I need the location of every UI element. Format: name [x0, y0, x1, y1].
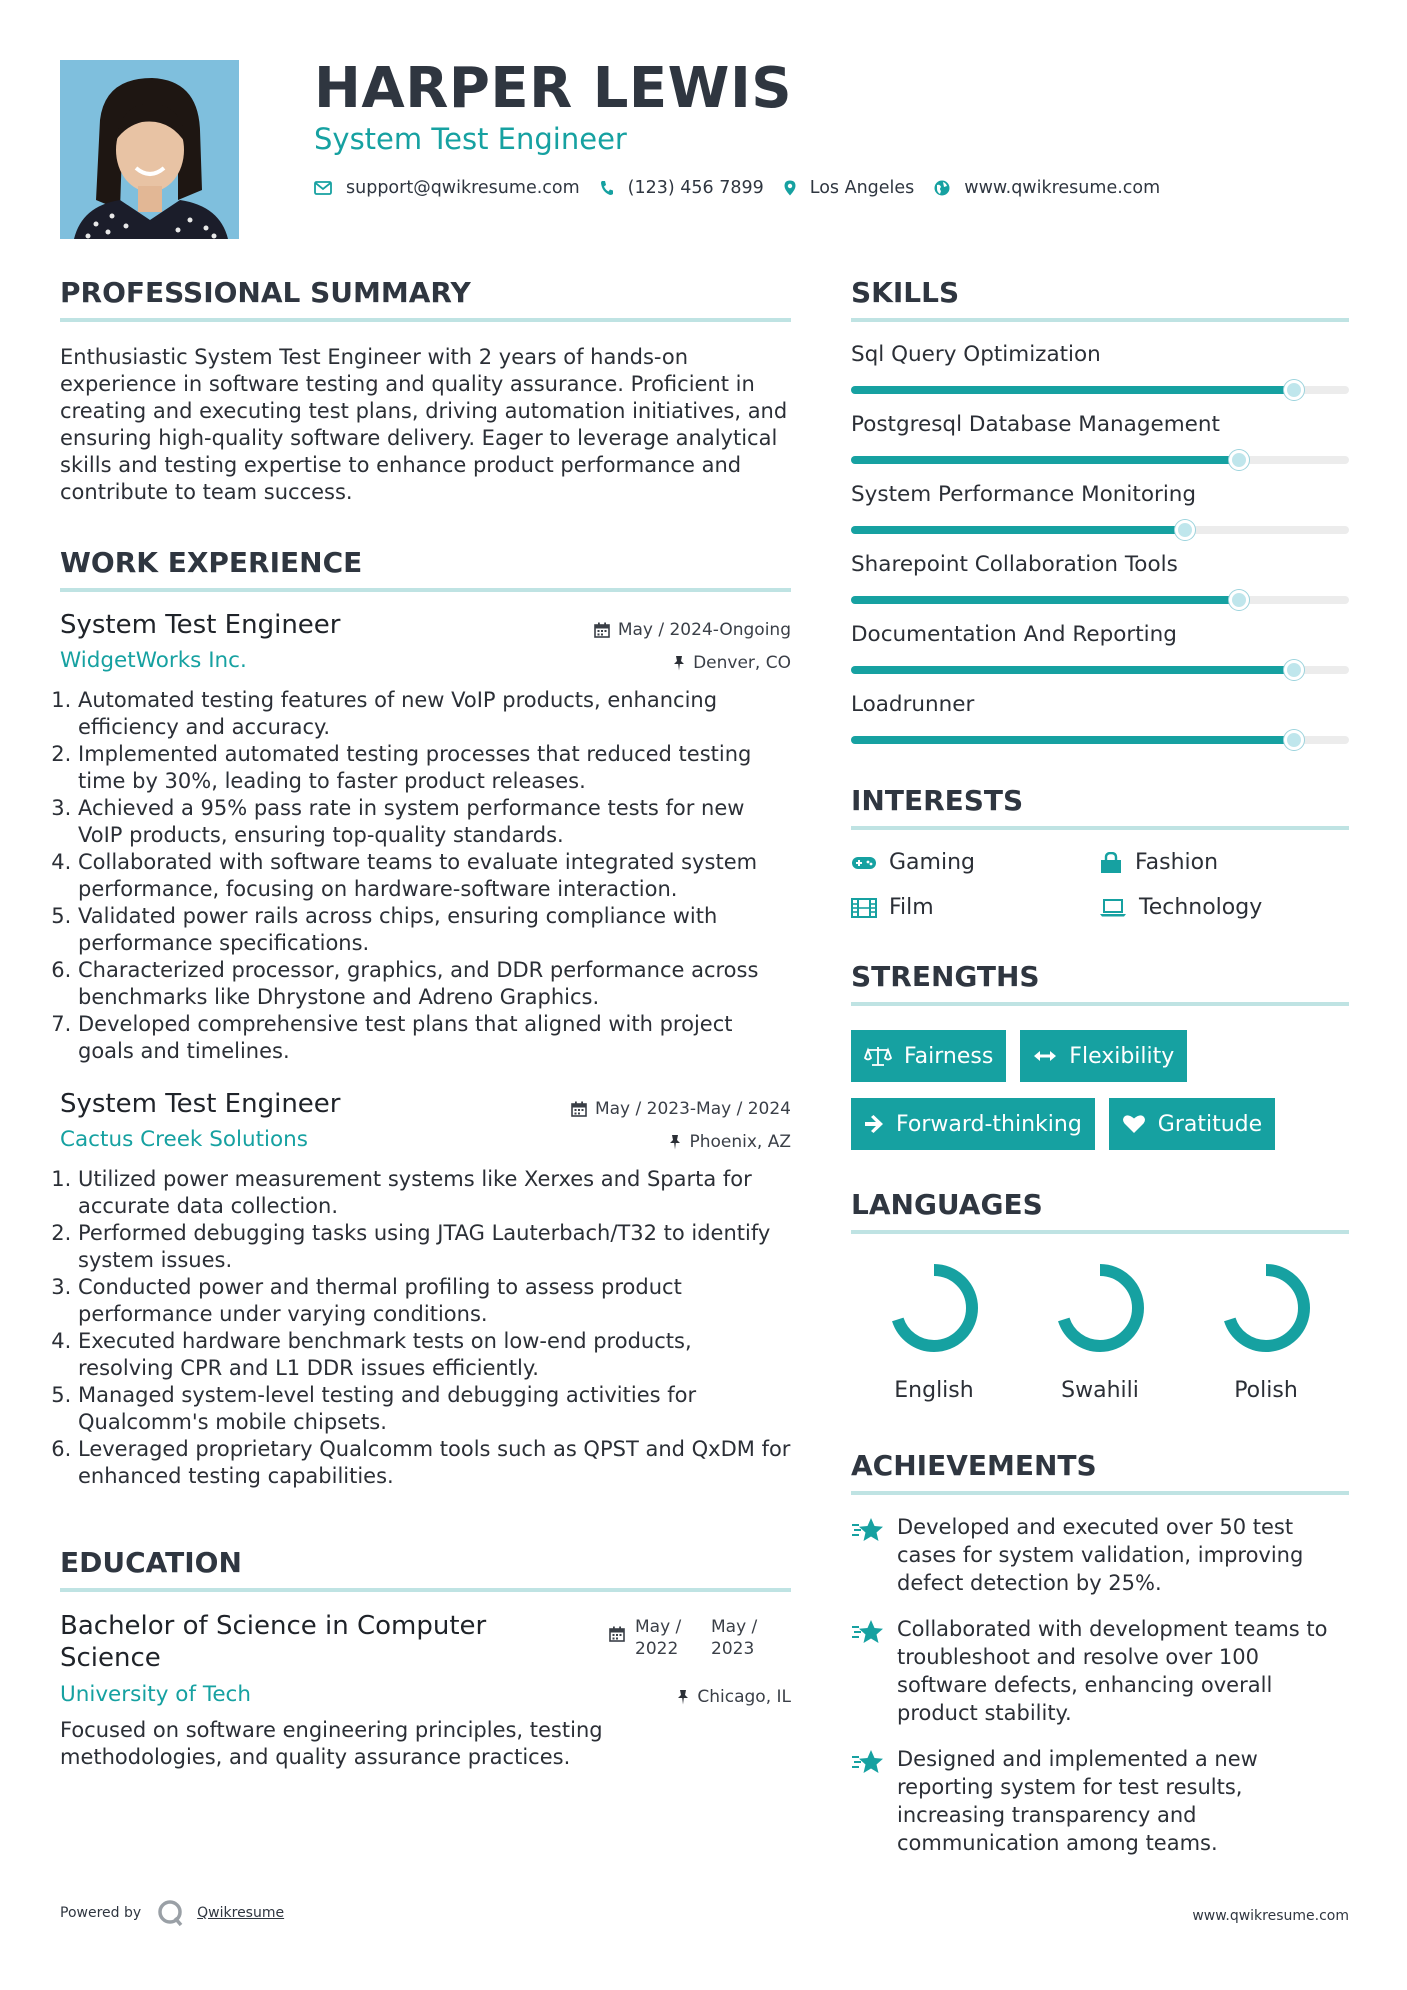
star-achievement-icon	[851, 1619, 885, 1645]
skill-bar-knob	[1284, 730, 1304, 750]
star-achievement-icon	[851, 1517, 885, 1543]
school-name: University of Tech	[60, 1682, 252, 1707]
list-item: 4. Collaborated with software teams to evaluate integrated system performance, focusing on hardware-software interaction.	[78, 849, 791, 903]
language-level-ring	[1052, 1260, 1148, 1356]
contact-bar	[314, 178, 1180, 198]
skill-bar-knob	[1229, 450, 1249, 470]
language-item	[1183, 1260, 1349, 1403]
contact-phone-text: (123) 456 7899	[627, 178, 764, 198]
experience-divider	[60, 588, 791, 592]
contact-location	[784, 178, 915, 198]
job-title: System Test Engineer	[60, 1089, 341, 1119]
achievement-item	[851, 1513, 1349, 1597]
job-entry	[60, 610, 791, 1065]
education-start-date: May / 2022	[635, 1617, 682, 1659]
education-header	[60, 1610, 791, 1674]
skill-bar-knob	[1175, 520, 1195, 540]
list-item: 3. Achieved a 95% pass rate in system performance tests for new VoIP products, ensuring top-quality standards.	[78, 795, 791, 849]
skill-name: Loadrunner	[851, 692, 975, 717]
strength-label: Flexibility	[1069, 1043, 1175, 1069]
powered-by-text: Powered by	[60, 1905, 142, 1921]
profile-photo-image	[60, 60, 239, 239]
language-name: Polish	[1234, 1378, 1298, 1403]
strength-tag	[1109, 1098, 1275, 1150]
skill-name: Sql Query Optimization	[851, 342, 1101, 367]
list-item: 6. Leveraged proprietary Qualcomm tools such as QPST and QxDM for enhanced testing capabilities.	[78, 1436, 791, 1490]
interests-list	[851, 850, 1349, 920]
brand-link[interactable]: Qwikresume	[197, 1905, 285, 1921]
interest-label: Fashion	[1135, 850, 1219, 875]
skills-section	[851, 274, 1349, 744]
job-location	[673, 653, 791, 673]
skills-heading: SKILLS	[851, 276, 960, 309]
shopping-bag-icon	[1099, 852, 1123, 874]
experience-section	[60, 544, 791, 1490]
strengths-list	[851, 1030, 1349, 1150]
experience-heading: WORK EXPERIENCE	[60, 546, 363, 579]
job-date	[594, 620, 791, 640]
job-subheader	[60, 648, 791, 673]
list-item: 5. Validated power rails across chips, ensuring compliance with performance specifications.	[78, 903, 791, 957]
job-location-text: Phoenix, AZ	[689, 1132, 791, 1152]
contact-email-text: support@qwikresume.com	[346, 178, 580, 198]
achievements-section	[851, 1447, 1349, 1857]
list-item: 1. Utilized power measurement systems like Xerxes and Sparta for accurate data collection.	[78, 1166, 791, 1220]
language-level-ring	[1218, 1260, 1314, 1356]
arrow-right-icon	[864, 1115, 884, 1133]
strength-tag	[1020, 1030, 1187, 1082]
education-description: Focused on software engineering principles, testing methodologies, and quality assurance practices.	[60, 1718, 603, 1769]
job-date-text: May / 2024-Ongoing	[617, 620, 791, 640]
summary-divider	[60, 318, 791, 322]
language-name: English	[894, 1378, 974, 1403]
interest-item	[851, 895, 1099, 920]
achievement-text: Collaborated with development teams to troubleshoot and resolve over 100 software defects, enhancing overall product stability.	[897, 1617, 1328, 1725]
skill-bar-track	[851, 526, 1349, 534]
education-section	[60, 1544, 791, 1771]
job-location-text: Denver, CO	[693, 653, 791, 673]
list-item: 7. Developed comprehensive test plans that aligned with project goals and timelines.	[78, 1011, 791, 1065]
contact-location-text: Los Angeles	[809, 178, 915, 198]
strength-label: Forward-thinking	[896, 1111, 1082, 1137]
skill-bar-fill	[851, 596, 1239, 604]
education-dates	[609, 1616, 791, 1674]
gamepad-icon	[851, 855, 877, 871]
heart-icon	[1122, 1114, 1146, 1134]
degree-title: Bachelor of Science in Computer Science	[60, 1611, 487, 1673]
interest-label: Gaming	[889, 850, 975, 875]
strength-tag	[851, 1030, 1006, 1082]
candidate-name: HARPER LEWIS	[314, 56, 793, 121]
list-item: 1. Automated testing features of new VoIP products, enhancing efficiency and accuracy.	[78, 687, 791, 741]
job-header	[60, 1089, 791, 1119]
list-item: 3. Conducted power and thermal profiling to assess product performance under varying conditions.	[78, 1274, 791, 1328]
achievement-item	[851, 1615, 1349, 1727]
calendar-icon	[571, 1101, 587, 1117]
strength-label: Gratitude	[1157, 1111, 1263, 1137]
language-level-ring	[886, 1260, 982, 1356]
interest-label: Film	[889, 895, 934, 920]
map-pin-icon	[784, 180, 796, 196]
education-divider	[60, 1588, 791, 1592]
language-item	[1017, 1260, 1183, 1403]
job-company: WidgetWorks Inc.	[60, 648, 247, 673]
achievements-divider	[851, 1491, 1349, 1495]
contact-phone[interactable]	[600, 178, 764, 198]
skill-name: Documentation And Reporting	[851, 622, 1177, 647]
skill-bar-knob	[1229, 590, 1249, 610]
contact-email[interactable]	[314, 178, 580, 198]
calendar-icon	[609, 1626, 625, 1642]
language-name: Swahili	[1061, 1378, 1139, 1403]
laptop-icon	[1099, 899, 1127, 917]
achievements-heading: ACHIEVEMENTS	[851, 1449, 1097, 1482]
summary-text: Enthusiastic System Test Engineer with 2 years of hands-on experience in software testing and quality assurance. Proficient in creating and executing test plans, driving automation initiatives, and ensuring high-quality software delivery. Eager to leverage analytical skills and testing expertise to enhance product performance and contribute to team success.	[60, 345, 788, 504]
skill-item	[851, 342, 1349, 394]
skill-bar-track	[851, 456, 1349, 464]
job-entry	[60, 1089, 791, 1490]
skill-bar-knob	[1284, 380, 1304, 400]
languages-heading: LANGUAGES	[851, 1188, 1043, 1221]
job-company: Cactus Creek Solutions	[60, 1127, 309, 1152]
skill-name: Sharepoint Collaboration Tools	[851, 552, 1178, 577]
language-item	[851, 1260, 1017, 1403]
left-column	[60, 274, 791, 1771]
pushpin-icon	[677, 1689, 689, 1705]
mail-icon	[314, 181, 332, 195]
contact-website-text: www.qwikresume.com	[964, 178, 1161, 198]
skills-list	[851, 342, 1349, 744]
strengths-section	[851, 958, 1349, 1150]
interests-divider	[851, 826, 1349, 830]
job-date	[571, 1099, 791, 1119]
interest-item	[1099, 895, 1347, 920]
contact-website[interactable]	[934, 178, 1160, 198]
skill-bar-fill	[851, 526, 1185, 534]
list-item: 2. Performed debugging tasks using JTAG Lauterbach/T32 to identify system issues.	[78, 1220, 791, 1274]
skill-item	[851, 482, 1349, 534]
skill-item	[851, 412, 1349, 464]
skill-bar-fill	[851, 736, 1294, 744]
skill-item	[851, 552, 1349, 604]
skill-bar-fill	[851, 386, 1294, 394]
strength-tag	[851, 1098, 1095, 1150]
job-header	[60, 610, 791, 640]
list-item: 4. Executed hardware benchmark tests on low-end products, resolving CPR and L1 DDR issues efficiently.	[78, 1328, 791, 1382]
pushpin-icon	[669, 1134, 681, 1150]
job-date-text: May / 2023-May / 2024	[594, 1099, 791, 1119]
interests-heading: INTERESTS	[851, 784, 1024, 817]
skill-bar-track	[851, 386, 1349, 394]
profile-photo	[60, 60, 239, 239]
achievement-item	[851, 1745, 1349, 1857]
school-location	[677, 1687, 791, 1707]
school-location-text: Chicago, IL	[697, 1687, 791, 1707]
languages-section	[851, 1186, 1349, 1403]
calendar-icon	[594, 622, 610, 638]
education-subheader	[60, 1682, 791, 1707]
languages-list	[851, 1260, 1349, 1403]
skill-item	[851, 692, 1349, 744]
skill-bar-fill	[851, 456, 1239, 464]
job-location	[669, 1132, 791, 1152]
skills-divider	[851, 318, 1349, 322]
right-column	[851, 274, 1349, 1857]
candidate-role: System Test Engineer	[314, 122, 627, 156]
interest-item	[851, 850, 1099, 875]
skill-bar-knob	[1284, 660, 1304, 680]
achievement-text: Designed and implemented a new reporting system for test results, increasing transparency and communication among teams.	[897, 1747, 1258, 1855]
skill-bar-fill	[851, 666, 1294, 674]
list-item: 6. Characterized processor, graphics, and DDR performance across benchmarks like Dhrystone and Adreno Graphics.	[78, 957, 791, 1011]
balance-scale-icon	[864, 1045, 892, 1067]
job-bullets	[60, 1166, 791, 1490]
skill-bar-track	[851, 596, 1349, 604]
globe-icon	[934, 180, 950, 196]
languages-divider	[851, 1230, 1349, 1234]
skill-name: System Performance Monitoring	[851, 482, 1197, 507]
list-item: 5. Managed system-level testing and debugging activities for Qualcomm's mobile chipsets.	[78, 1382, 791, 1436]
strengths-divider	[851, 1002, 1349, 1006]
interests-section	[851, 782, 1349, 920]
skill-item	[851, 622, 1349, 674]
pushpin-icon	[673, 655, 685, 671]
skill-name: Postgresql Database Management	[851, 412, 1220, 437]
footer-powered-by	[60, 1898, 284, 1928]
list-item: 2. Implemented automated testing processes that reduced testing time by 30%, leading to faster product releases.	[78, 741, 791, 795]
job-bullets	[60, 687, 791, 1065]
phone-icon	[600, 180, 614, 196]
education-end-date: May / 2023	[711, 1617, 758, 1659]
skill-bar-track	[851, 666, 1349, 674]
arrows-horizontal-icon	[1033, 1050, 1057, 1062]
job-title: System Test Engineer	[60, 610, 341, 640]
summary-section	[60, 274, 791, 506]
education-heading: EDUCATION	[60, 1546, 242, 1579]
achievements-list	[851, 1513, 1349, 1857]
job-subheader	[60, 1127, 791, 1152]
star-achievement-icon	[851, 1749, 885, 1775]
achievement-text: Developed and executed over 50 test cases for system validation, improving defect detection by 25%.	[897, 1515, 1304, 1595]
strength-label: Fairness	[904, 1043, 994, 1069]
footer-url[interactable]: www.qwikresume.com	[1192, 1908, 1349, 1924]
interest-item	[1099, 850, 1347, 875]
summary-heading: PROFESSIONAL SUMMARY	[60, 276, 471, 309]
film-icon	[851, 898, 877, 918]
qwikresume-logo-icon	[155, 1898, 185, 1928]
strengths-heading: STRENGTHS	[851, 960, 1040, 993]
skill-bar-track	[851, 736, 1349, 744]
interest-label: Technology	[1139, 895, 1263, 920]
